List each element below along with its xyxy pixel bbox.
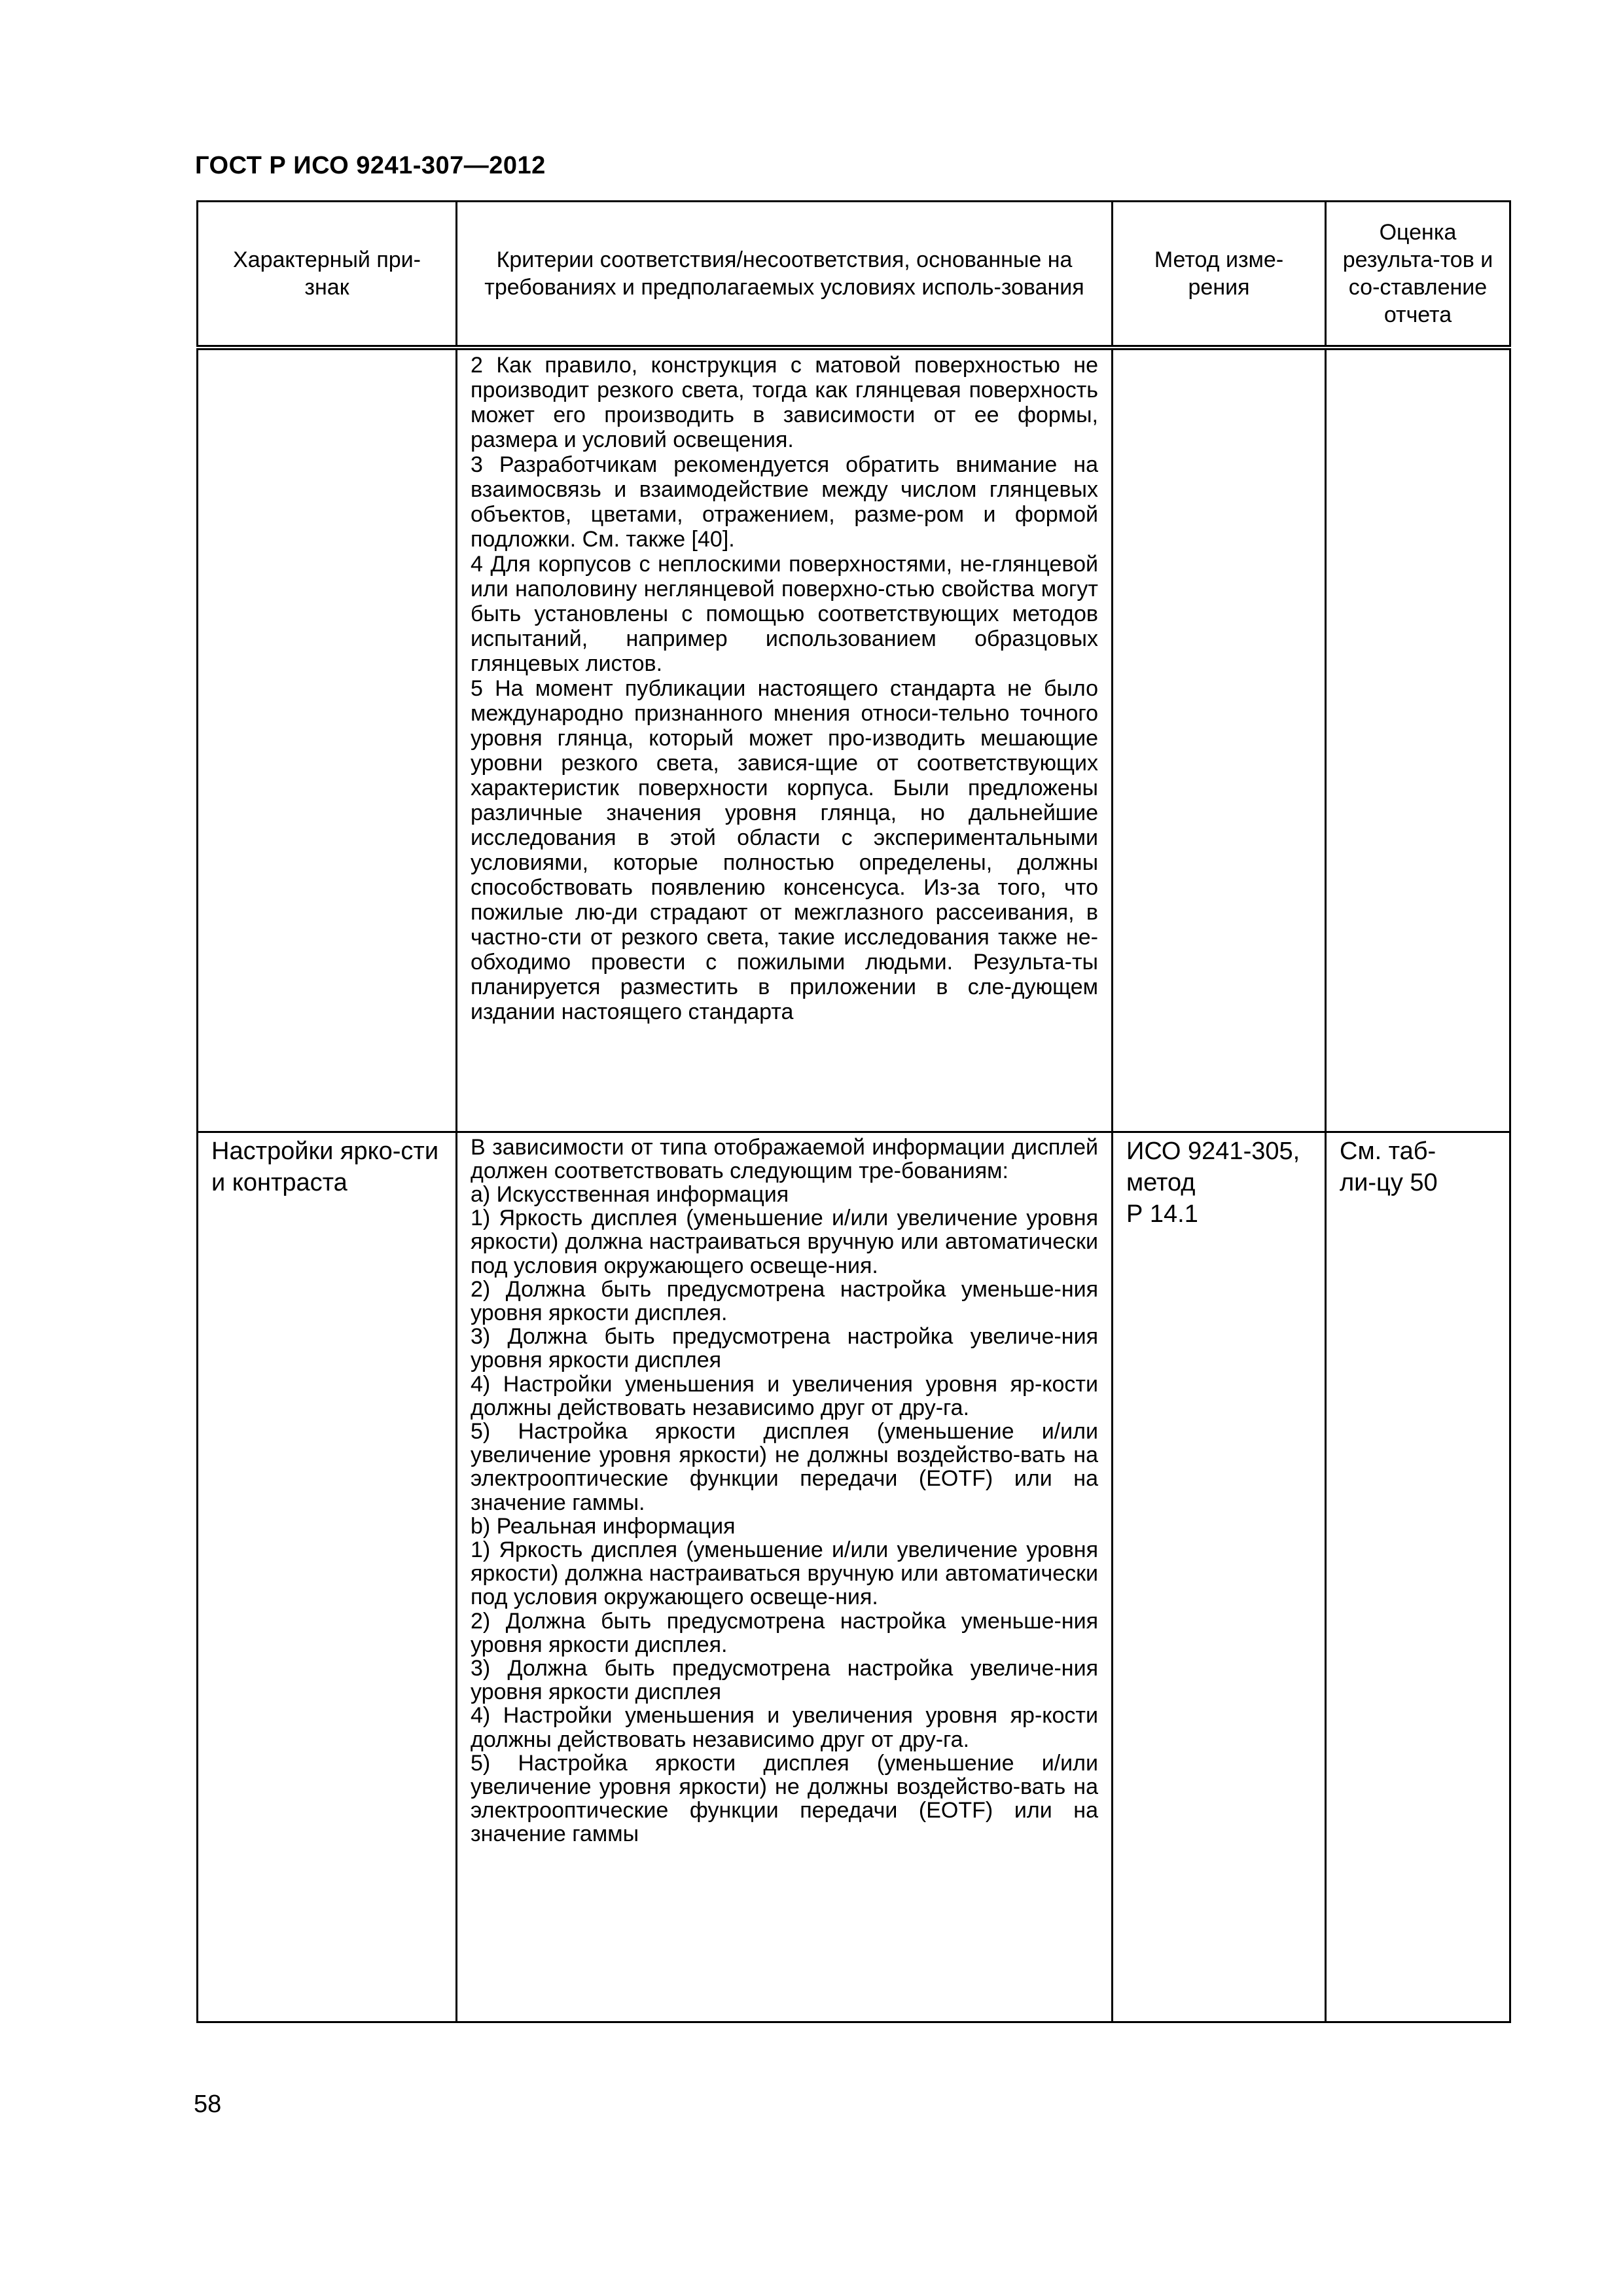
criteria-paragraph: 4) Настройки уменьшения и увеличения уровня яр-кости должны действовать независимо друг от дру-га.	[471, 1703, 1098, 1752]
criteria-paragraph: 2) Должна быть предусмотрена настройка уменьше-ния уровня яркости дисплея.	[471, 1608, 1098, 1657]
feature-cell	[198, 348, 457, 1132]
evaluation-line: ли-цу 50	[1340, 1168, 1438, 1196]
criteria-paragraph: В зависимости от типа отображаемой информации дисплей должен соответствовать следующим тре-бованиям:	[471, 1134, 1098, 1183]
feature-cell	[198, 1132, 457, 2022]
method-line: Р 14.1	[1126, 1200, 1198, 1228]
criteria-paragraph: a) Искусственная информация	[471, 1181, 789, 1207]
method-line: ИСО 9241-305,	[1126, 1137, 1300, 1165]
requirements-table	[196, 200, 1511, 2023]
criteria-paragraphs	[471, 1136, 1098, 1846]
evaluation-cell	[1326, 348, 1510, 1132]
criteria-cell	[457, 348, 1113, 1132]
criteria-paragraph: 4 Для корпусов с неплоскими поверхностями, не-глянцевой или наполовину неглянцевой поверхно-стью свойства могут быть установлены с помощью соответствующих методов испытаний, например использованием образцовых глянцевых листов.	[471, 552, 1098, 676]
criteria-paragraph: 2) Должна быть предусмотрена настройка уменьше-ния уровня яркости дисплея.	[471, 1276, 1098, 1325]
table-row	[198, 1132, 1510, 2022]
criteria-paragraph: 1) Яркость дисплея (уменьшение и/или увеличение уровня яркости) должна настраиваться вручную или автоматически под условия окружающего освеще-ния.	[471, 1206, 1098, 1278]
evaluation-cell	[1326, 1132, 1510, 2022]
criteria-paragraph: b) Реальная информация	[471, 1513, 736, 1539]
column-header-evaluation: Оценка результа-тов и со-ставление отчета	[1326, 202, 1510, 348]
table-header-row	[198, 202, 1510, 348]
criteria-paragraph: 5 На момент публикации настоящего стандарта не было международно признанного мнения относи-тельно точного уровня глянца, который может про-изводить мешающие уровни резкого света, завися-щие от соответствующих характеристик поверхности корпуса. Были предложены различные значения уровня глянца, но дальнейшие исследования в этой области с экспериментальными условиями, которые полностью определены, должны способствовать появлению консенсуса. Из-за того, что пожилые лю-ди страдают от межглазного рассеивания, в частно-сти от резкого света, такие исследования также не-обходимо провести с пожилыми людьми. Результа-ты планируется разместить в приложении в сле-дующем издании настоящего стандарта	[471, 676, 1098, 1024]
criteria-cell	[457, 1132, 1113, 2022]
criteria-paragraph: 2 Как правило, конструкция с матовой поверхностью не производит резкого света, тогда как глянцевая поверхность может его производить в зависимости от ее формы, размера и условий освещения.	[471, 353, 1098, 452]
page-number: 58	[194, 2090, 222, 2118]
criteria-paragraph: 3) Должна быть предусмотрена настройка увеличе-ния уровня яркости дисплея	[471, 1655, 1098, 1705]
method-cell	[1113, 348, 1326, 1132]
criteria-paragraph: 4) Настройки уменьшения и увеличения уровня яр-кости должны действовать независимо друг от дру-га.	[471, 1371, 1098, 1420]
criteria-paragraph: 3) Должна быть предусмотрена настройка увеличе-ния уровня яркости дисплея	[471, 1324, 1098, 1373]
column-header-method: Метод изме-рения	[1113, 202, 1326, 348]
criteria-paragraph: 5) Настройка яркости дисплея (уменьшение и/или увеличение уровня яркости) не должны воздейство-вать на электрооптические функции передачи (EOTF) или на значение гаммы	[471, 1750, 1098, 1847]
criteria-paragraph: 3 Разработчикам рекомендуется обратить внимание на взаимосвязь и взаимодействие между числом глянцевых объектов, цветами, отражением, разме-ром и формой подложки. См. также [40].	[471, 452, 1098, 552]
table-row	[198, 348, 1510, 1132]
evaluation-line: См. таб-	[1340, 1137, 1436, 1165]
method-line: метод	[1126, 1168, 1196, 1196]
column-header-criteria: Критерии соответствия/несоответствия, основанные на требованиях и предполагаемых условиях исполь-зования	[457, 202, 1113, 348]
feature-label: Настройки ярко-сти и контраста	[211, 1137, 439, 1196]
method-cell	[1113, 1132, 1326, 2022]
criteria-paragraph: 5) Настройка яркости дисплея (уменьшение и/или увеличение уровня яркости) не должны воздейство-вать на электрооптические функции передачи (EOTF) или на значение гаммы.	[471, 1418, 1098, 1515]
column-header-feature: Характерный при-знак	[198, 202, 457, 348]
criteria-paragraph: 1) Яркость дисплея (уменьшение и/или увеличение уровня яркости) должна настраиваться вручную или автоматически под условия окружающего освеще-ния.	[471, 1537, 1098, 1610]
document-header: ГОСТ Р ИСО 9241-307—2012	[195, 152, 546, 179]
criteria-paragraphs	[471, 353, 1098, 1024]
